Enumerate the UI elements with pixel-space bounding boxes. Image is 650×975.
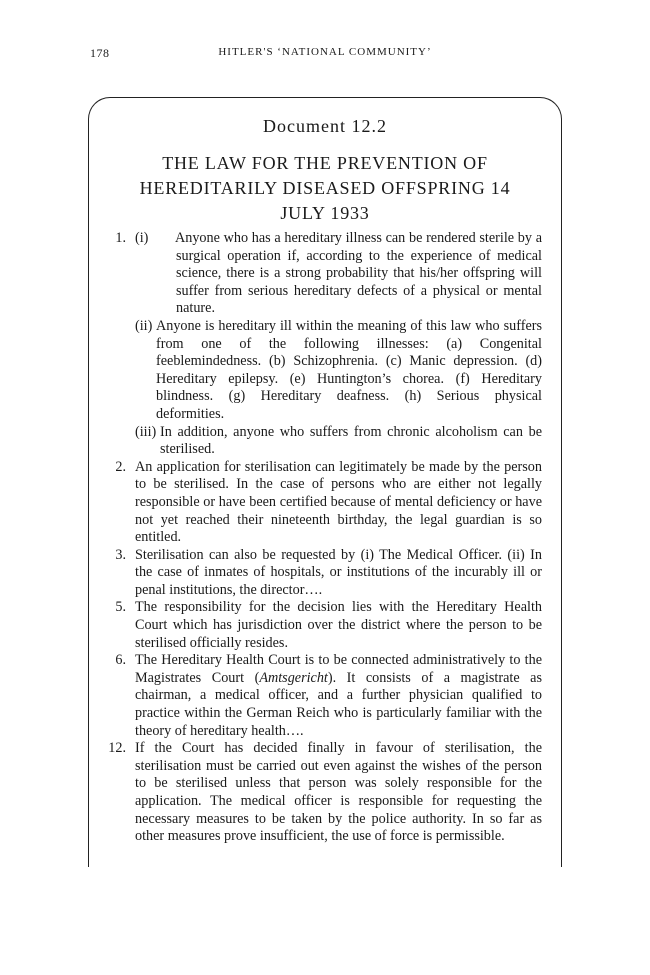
list-item: [104, 599, 542, 652]
page-number: 178: [90, 46, 110, 60]
item-text: The Hereditary Health Court is to be connected administratively to the Magistrates Court (Amtsgericht). It consists of a magistrate as chairman, a medical officer, and a further physician qualified to practice within the German Reich who is particularly familiar with the theory of hereditary health….: [135, 652, 542, 739]
list-item: [104, 230, 542, 459]
item-number: 1.: [115, 230, 126, 246]
subclause-text: Anyone is hereditary ill within the meaning of this law who suffers from one of the following illnesses: (a) Congenital feeblemindedness. (b) Schizophrenia. (c) Manic depression. (d) Hereditary epilepsy. (e) Huntington’s chorea. (f) Hereditary blindness. (g) Hereditary deafness. (h) Serious physical deformities.: [156, 317, 542, 422]
item-text: An application for sterilisation can legitimately be made by the person to be sterilised. In the case of persons who are either not legally responsible or have been certified because of mental deficiency or have not yet reached their nineteenth birthday, the legal guardian is so entitled.: [135, 458, 542, 546]
running-head: HITLER'S ‘NATIONAL COMMUNITY’: [218, 46, 432, 58]
item-number: 12.: [108, 740, 126, 757]
subclause-i: [114, 230, 542, 318]
italic-term: Amtsgericht: [259, 669, 328, 686]
list-item: [104, 740, 542, 846]
document-label: Document 12.2: [263, 116, 387, 136]
subclause-number: (ii): [135, 317, 153, 334]
item-number: 5.: [115, 599, 126, 616]
subclause-text: In addition, anyone who suffers from chronic alcoholism can be sterilised.: [160, 423, 542, 458]
item-text: Sterilisation can also be requested by (i) The Medical Officer. (ii) In the case of inmates of hospitals, or institutions of the incurably ill or penal institutions, the director….: [135, 546, 542, 598]
subclause-text: Anyone who has a hereditary illness can be rendered sterile by a surgical operation if, according to the experience of medical science, there is a strong probability that his/her offspring will suffer from serious hereditary defects of a physical or mental nature.: [175, 230, 542, 317]
item-text: If the Court has decided finally in favour of sterilisation, the sterilisation must be carried out even against the wishes of the person to be sterilised unless that person was solely responsible for the application. The medical officer is responsible for requesting the necessary measures to be taken by the police authority. In so far as other measures prove insufficient, the use of force is permissible.: [135, 740, 542, 845]
item-number: 3.: [115, 546, 126, 563]
subclause-iii: [135, 424, 542, 459]
document-title: THE LAW FOR THE PREVENTION OF HEREDITARILY DISEASED OFFSPRING 14 JULY 1933: [139, 153, 511, 223]
document-body: [104, 230, 542, 846]
item-text: The responsibility for the decision lies with the Hereditary Health Court which has jurisdiction over the district where the person to be sterilised officially resides.: [135, 599, 542, 651]
list-item: [104, 652, 542, 740]
subclause-number: (iii): [135, 423, 157, 440]
subclause-number: (i): [135, 230, 149, 246]
subclause-ii: [135, 318, 542, 424]
item-number: 6.: [115, 652, 126, 669]
list-item: [104, 459, 542, 547]
item-number: 2.: [115, 458, 126, 475]
list-item: [104, 547, 542, 600]
